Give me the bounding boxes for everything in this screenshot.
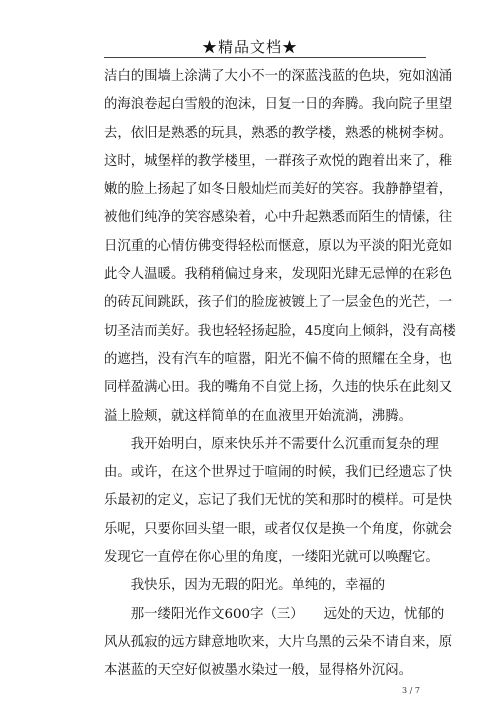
header-divider [104,57,426,58]
text-line: 的砖瓦间跳跃，孩子们的脸庞被镀上了一层金色的光芒，一 [104,295,453,311]
text-line: 切圣洁而美好。我也轻轻扬起脸，45度向上倾斜，没有高楼 [104,323,456,339]
text-line: 发现它一直停在你心里的角度，一缕阳光就可以唤醒它。 [104,550,439,566]
page-number: 3 / 7 [402,686,420,695]
text-line: 那一缕阳光作文600字（三） 远处的天边，忧郁的 [104,606,445,622]
page-header-title: ★精品文档★ [201,38,298,56]
text-line: 我快乐，因为无瑕的阳光。单纯的，幸福的 [104,578,386,594]
text-line: 这时，城堡样的教学楼里，一群孩子欢悦的跑着出来了，稚 [104,153,453,169]
text-line: 本湛蓝的天空好似被墨水染过一般，显得格外沉闷。 [104,663,412,679]
text-line: 溢上脸颊，就这样简单的在血液里开始流淌，沸腾。 [104,408,412,424]
text-line: 的遮挡，没有汽车的喧嚣，阳光不偏不倚的照耀在全身，也 [104,351,453,367]
text-line: 日沉重的心情仿佛变得轻松而惬意，原以为平淡的阳光竟如 [104,238,453,254]
text-line: 风从孤寂的远方肆意地吹来，大片乌黑的云朵不请自来，原 [104,634,453,650]
essay-body [104,63,456,686]
text-line: 乐呢，只要你回头望一眼，或者仅仅是换一个角度，你就会 [104,521,453,537]
text-line: 我开始明白，原来快乐并不需要什么沉重而复杂的理 [104,436,439,452]
text-line: 去，依旧是熟悉的玩具，熟悉的教学楼，熟悉的桃树李树。 [104,125,453,141]
text-line: 被他们纯净的笑容感染着，心中升起熟悉而陌生的情愫，往 [104,210,453,226]
text-line: 嫩的脸上扬起了如冬日般灿烂而美好的笑容。我静静望着， [104,182,453,198]
text-line: 此令人温暖。我稍稍偏过身来，发现阳光肆无忌惮的在彩色 [104,267,453,283]
text-line: 乐最初的定义，忘记了我们无忧的笑和那时的模样。可是快 [104,493,453,509]
text-line: 洁白的围墙上涂满了大小不一的深蓝浅蓝的色块，宛如汹涌 [104,69,453,84]
text-line: 的海浪卷起白雪般的泡沫，日复一日的奔腾。我向院子里望 [104,97,453,113]
text-line: 由。或许，在这个世界过于喧闹的时候，我们已经遗忘了快 [104,465,453,481]
text-line: 同样盈满心田。我的嘴角不自觉上扬，久违的快乐在此刻又 [104,380,453,396]
